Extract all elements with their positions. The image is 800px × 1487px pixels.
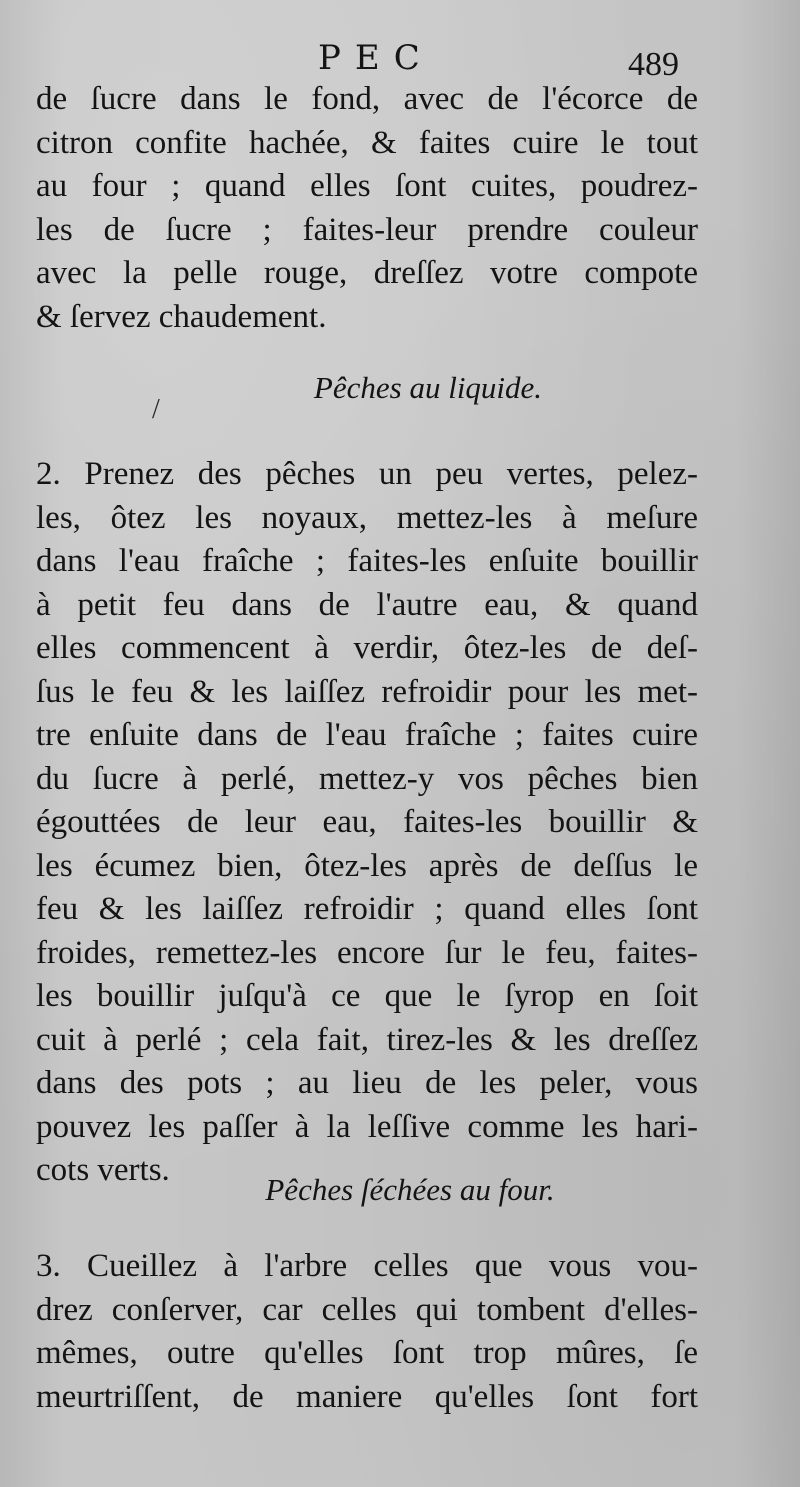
text-line: tre enſuite dans de l'eau fraîche ; faites cuire <box>36 717 698 753</box>
text-line: meurtriſſent, de maniere qu'elles ſont fort <box>36 1378 698 1415</box>
text-line: les bouillir juſqu'à ce que le ſyrop en ſoit <box>36 978 698 1014</box>
text-line: feu & les laiſſez refroidir ; quand elles ſont <box>36 891 698 927</box>
text-line: pouvez les paſſer à la leſſive comme les hari- <box>36 1108 698 1145</box>
section-heading: Pêches ſéchées au four. <box>265 1172 555 1207</box>
text-line: les écumez bien, ôtez-les après de deſſus le <box>36 847 698 884</box>
running-title: PEC <box>318 38 434 78</box>
paragraph-2 <box>36 453 698 1193</box>
text-line: froides, remettez-les encore ſur le feu, faites- <box>36 934 698 971</box>
text-line: les de ſucre ; faites-leur prendre couleur <box>36 211 698 248</box>
section-heading: Pêches au liquide. <box>313 370 543 405</box>
text-line: cuit à perlé ; cela fait, tirez-les & les dreſſez <box>36 1021 698 1058</box>
text-line: ſus le feu & les laiſſez refroidir pour les met- <box>36 673 698 710</box>
text-line: elles commencent à verdir, ôtez-les de deſ- <box>36 630 698 666</box>
text-line: à petit feu dans de l'autre eau, & quand <box>36 586 698 623</box>
text-line: 2. Prenez des pêches un peu vertes, pelez- <box>36 456 698 492</box>
text-line: cots verts. <box>36 1152 170 1188</box>
text-line: de ſucre dans le fond, avec de l'écorce de <box>36 81 698 117</box>
text-line: 3. Cueillez à l'arbre celles que vous vou- <box>36 1248 698 1284</box>
text-line: du ſucre à perlé, mettez-y vos pêches bien <box>36 760 698 797</box>
text-line: au four ; quand elles ſont cuites, poudrez- <box>36 168 698 204</box>
text-line: égouttées de leur eau, faites-les bouillir & <box>36 804 698 840</box>
paragraph-3 <box>36 1245 698 1419</box>
text-line: avec la pelle rouge, dreſſez votre compote <box>36 255 698 291</box>
text-line: les, ôtez les noyaux, mettez-les à meſure <box>36 499 698 536</box>
paragraph-1 <box>36 78 698 339</box>
stray-ink-mark: / <box>152 394 160 425</box>
text-line: citron confite hachée, & faites cuire le tout <box>36 124 698 161</box>
text-line: drez conſerver, car celles qui tombent d'elles- <box>36 1291 698 1328</box>
text-line: dans des pots ; au lieu de les peler, vous <box>36 1065 698 1101</box>
page-number: 489 <box>628 46 679 83</box>
text-line: mêmes, outre qu'elles ſont trop mûres, ſe <box>36 1335 698 1371</box>
text-line: dans l'eau fraîche ; faites-les enſuite bouillir <box>36 543 698 579</box>
text-line: & ſervez chaudement. <box>36 298 327 335</box>
